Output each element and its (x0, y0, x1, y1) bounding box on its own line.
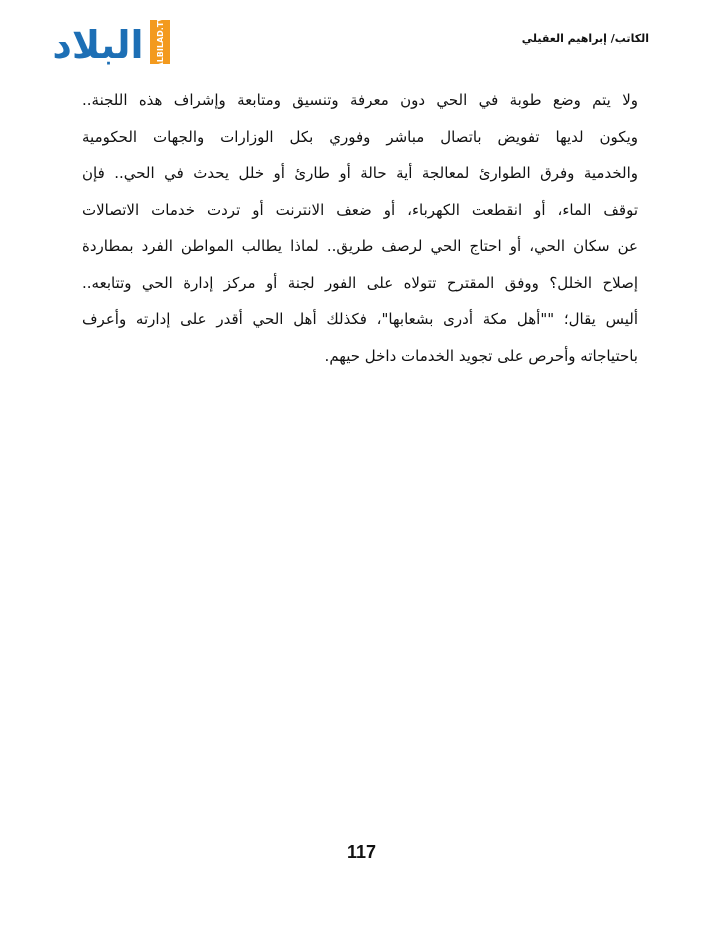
paragraph-line: باحتياجاته وأحرص على تجويد الخدمات داخل حيهم. (324, 346, 638, 365)
page-number: 117 (346, 842, 377, 862)
paragraph-line: إصلاح الخلل؟ ووفق المقترح تتولاه على الفور لجنة أو مركز إدارة الحي وتتابعه.. (82, 273, 638, 292)
paragraph-line: عن سكان الحي، أو احتاج الحي لرصف طريق.. لماذا يطالب المواطن الفرد بمطاردة (82, 237, 638, 255)
paragraph-line: ويكون لديها تفويض باتصال مباشر وفوري بكل الوزارات والجهات الحكومية (82, 127, 638, 146)
author-byline: الكاتب/ إبراهيم العقيلي (521, 32, 649, 45)
page-header (44, 14, 649, 70)
logo-main-text: البلاد (52, 23, 144, 67)
logo-sub-text: ALBILAD.TV (156, 15, 165, 69)
paragraph-line: أليس يقال؛ ""أهل مكة أدرى بشعابها"، فكذلك أهل الحي أقدر على إدارته وأعرف (82, 310, 638, 328)
article-body (82, 82, 638, 374)
paragraph-line: ولا يتم وضع طوبة في الحي دون معرفة وتنسيق ومتابعة وإشراف هذه اللجنة.. (82, 91, 638, 109)
paragraph-line: توقف الماء، أو انقطعت الكهرباء، أو ضعف الانترنت أو تردت خدمات الاتصالات (82, 200, 638, 219)
paragraph-line: والخدمية وفرق الطوارئ لمعالجة أية حالة أو طارئ أو خلل يحدث في الحي.. فإن (82, 164, 638, 182)
albilad-logo (44, 14, 184, 70)
albilad-logo-graphic (44, 14, 184, 70)
